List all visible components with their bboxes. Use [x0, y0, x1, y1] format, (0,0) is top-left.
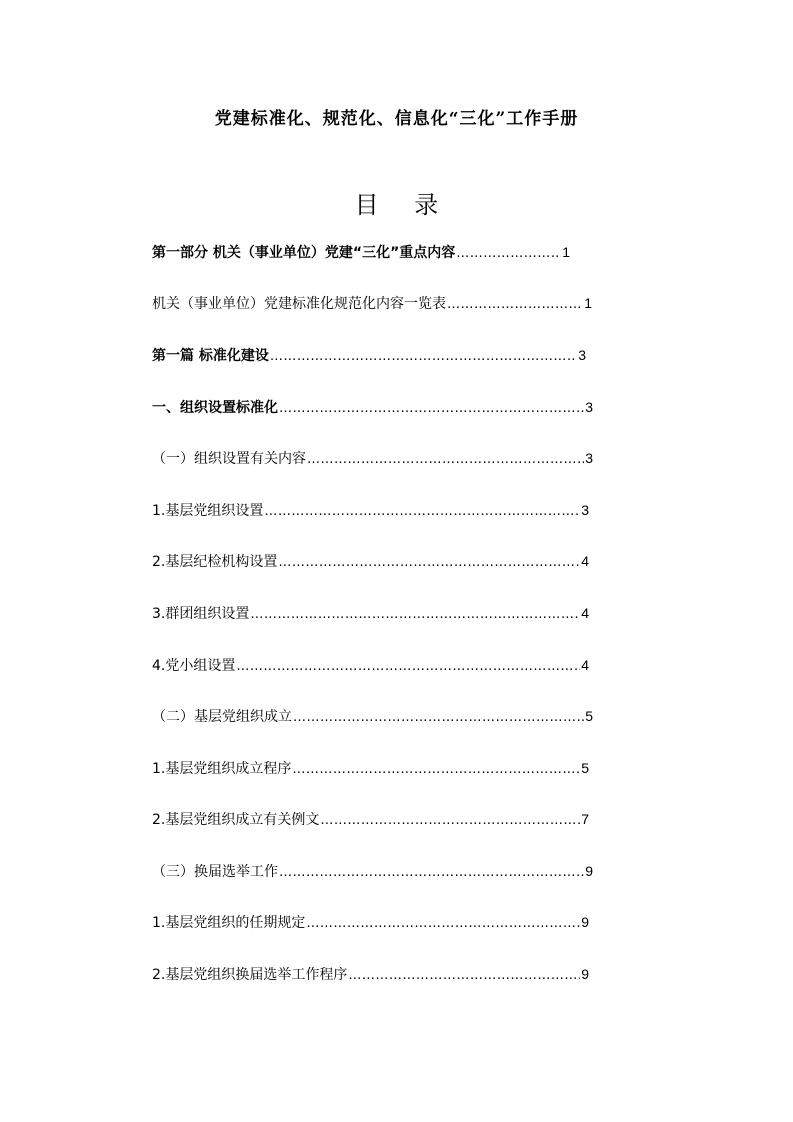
document-title: 党建标准化、规范化、信息化“三化”工作手册 — [214, 109, 579, 129]
toc-entry[interactable] — [152, 964, 589, 984]
toc-leader-dots — [456, 244, 561, 264]
toc-entry[interactable] — [152, 655, 589, 675]
toc-entry[interactable] — [152, 397, 593, 417]
toc-entry-page: 1 — [562, 244, 570, 260]
toc-leader-dots — [270, 347, 577, 367]
toc-entry[interactable] — [152, 551, 589, 571]
toc-leader-dots — [447, 295, 583, 315]
toc-entry-title: （一）组织设置有关内容 — [152, 451, 306, 467]
toc-entry-page: 3 — [581, 502, 589, 518]
toc-leader-dots — [236, 657, 580, 677]
toc-entry-page: 9 — [581, 966, 589, 982]
toc-leader-dots — [279, 399, 584, 419]
toc-entry[interactable] — [152, 448, 593, 468]
toc-entry[interactable] — [152, 706, 593, 726]
toc-entry-page: 4 — [581, 657, 589, 673]
toc-leader-dots — [292, 760, 580, 780]
toc-entry[interactable] — [152, 293, 592, 313]
toc-entry-page: 5 — [581, 760, 589, 776]
toc-entry[interactable] — [152, 242, 570, 262]
toc-entry[interactable] — [152, 809, 589, 829]
toc-entry[interactable] — [152, 758, 589, 778]
toc-leader-dots — [320, 811, 580, 831]
toc-entry-title: 第一篇 标准化建设 — [152, 348, 269, 364]
toc-entry-title: 2.基层党组织成立有关例文 — [152, 812, 320, 828]
toc-entry-page: 1 — [584, 295, 592, 311]
toc-entry-title: 4.党小组设置 — [152, 658, 236, 674]
toc-entry-title: 2.基层党组织换届选举工作程序 — [152, 967, 348, 983]
toc-entry-title: 3.群团组织设置 — [152, 606, 250, 622]
toc-leader-dots — [307, 450, 584, 470]
toc-entry-page: 5 — [585, 708, 593, 724]
toc-entry-title: 1.基层党组织的任期规定 — [152, 915, 306, 931]
toc-leader-dots — [279, 863, 584, 883]
toc-leader-dots — [348, 966, 580, 986]
toc-entry-title: 机关（事业单位）党建标准化规范化内容一览表 — [152, 296, 446, 312]
toc-entry-title: 一、组织设置标准化 — [152, 400, 278, 416]
toc-entry-page: 4 — [581, 553, 589, 569]
toc-entry-page: 9 — [581, 914, 589, 930]
toc-entry[interactable] — [152, 345, 586, 365]
toc-entry[interactable] — [152, 912, 589, 932]
toc-leader-dots — [306, 914, 580, 934]
toc-leader-dots — [250, 605, 580, 625]
toc-leader-dots — [264, 502, 580, 522]
toc-entry-page: 4 — [581, 605, 589, 621]
toc-entry-title: 第一部分 机关（事业单位）党建“三化”重点内容 — [152, 245, 456, 261]
toc-entry-title: 1.基层党组织设置 — [152, 503, 264, 519]
toc-entry-title: （三）换届选举工作 — [152, 864, 278, 880]
toc-heading: 目 录 — [354, 191, 453, 219]
toc-entry-title: 2.基层纪检机构设置 — [152, 554, 278, 570]
toc-entry-title: （二）基层党组织成立 — [152, 709, 292, 725]
toc-entry-page: 3 — [585, 450, 593, 466]
toc-entry-page: 7 — [581, 811, 589, 827]
toc-leader-dots — [293, 708, 584, 728]
toc-entry[interactable] — [152, 603, 589, 623]
toc-entry-title: 1.基层党组织成立程序 — [152, 761, 292, 777]
toc-entry-page: 3 — [578, 347, 586, 363]
toc-entry-page: 9 — [585, 863, 593, 879]
toc-entry[interactable] — [152, 861, 593, 881]
toc-leader-dots — [278, 553, 580, 573]
toc-entry[interactable] — [152, 500, 589, 520]
toc-entry-page: 3 — [585, 399, 593, 415]
